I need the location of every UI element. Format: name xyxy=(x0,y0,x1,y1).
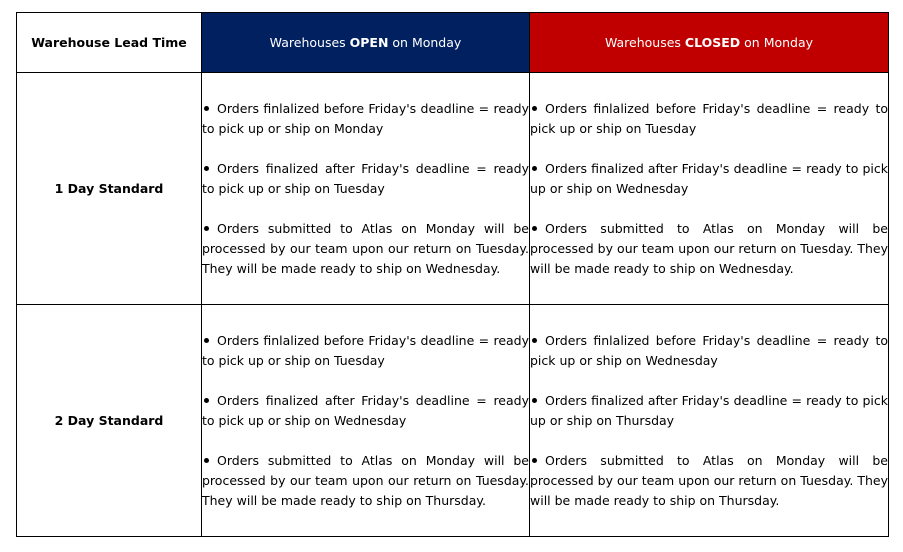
list-item xyxy=(202,391,529,431)
row-label: 2 Day Standard xyxy=(17,305,202,537)
list-item xyxy=(202,451,529,511)
list-item-text: Orders finalized after Friday's deadline = ready to pick up or ship on Thursday xyxy=(530,392,888,428)
bullet-list xyxy=(530,99,888,279)
bullet-icon xyxy=(532,226,537,231)
bullet-icon xyxy=(204,106,209,111)
list-item-text: Orders finalized after Friday's deadline = ready to pick up or ship on Wednesday xyxy=(530,160,888,196)
bullet-icon xyxy=(204,398,209,403)
list-item xyxy=(530,391,888,431)
list-item-text: Orders finalized after Friday's deadline = ready to pick up or ship on Tuesday xyxy=(202,160,529,196)
bullet-icon xyxy=(204,166,209,171)
bullet-icon xyxy=(204,338,209,343)
list-item-text: Orders finlalized before Friday's deadline = ready to pick up or ship on Tuesday xyxy=(530,100,888,136)
bullet-list xyxy=(202,99,529,279)
table-row xyxy=(17,305,889,537)
open-cell xyxy=(202,73,530,305)
list-item-text: Orders finlalized before Friday's deadline = ready to pick up or ship on Tuesday xyxy=(202,332,529,368)
lead-time-table xyxy=(16,12,889,537)
closed-cell xyxy=(530,305,889,537)
bullet-icon xyxy=(532,338,537,343)
header-open-prefix: Warehouses xyxy=(269,35,350,50)
list-item-text: Orders submitted to Atlas on Monday will be processed by our team upon our return on Tuesday. They will be made ready to ship on Thursday. xyxy=(202,452,529,508)
header-closed-prefix: Warehouses xyxy=(604,35,685,50)
closed-cell xyxy=(530,73,889,305)
header-closed-emphasis: CLOSED xyxy=(684,35,741,50)
header-lead-time: Warehouse Lead Time xyxy=(17,13,202,73)
list-item xyxy=(202,219,529,279)
list-item-text: Orders submitted to Atlas on Monday will be processed by our team upon our return on Tuesday. They will be made ready to ship on Wednesday. xyxy=(202,220,529,276)
list-item xyxy=(202,159,529,199)
bullet-icon xyxy=(532,398,537,403)
bullet-list xyxy=(202,331,529,511)
bullet-icon xyxy=(204,226,209,231)
header-open-suffix: on Monday xyxy=(388,35,462,50)
list-item-text: Orders finlalized before Friday's deadline = ready to pick up or ship on Wednesday xyxy=(530,332,888,368)
header-open xyxy=(202,13,530,73)
open-cell xyxy=(202,305,530,537)
bullet-icon xyxy=(532,458,537,463)
bullet-icon xyxy=(532,106,537,111)
list-item-text: Orders finlalized before Friday's deadline = ready to pick up or ship on Monday xyxy=(202,100,529,136)
list-item xyxy=(530,331,888,371)
header-closed xyxy=(530,13,889,73)
list-item xyxy=(530,219,888,279)
list-item xyxy=(530,159,888,199)
bullet-list xyxy=(530,331,888,511)
list-item xyxy=(530,451,888,511)
table-row xyxy=(17,73,889,305)
list-item xyxy=(202,99,529,139)
header-closed-suffix: on Monday xyxy=(740,35,814,50)
header-row xyxy=(17,13,889,73)
list-item-text: Orders submitted to Atlas on Monday will be processed by our team upon our return on Tuesday. They will be made ready to ship on Wednesday. xyxy=(530,220,888,276)
header-open-emphasis: OPEN xyxy=(349,35,389,50)
bullet-icon xyxy=(532,166,537,171)
row-label: 1 Day Standard xyxy=(17,73,202,305)
list-item xyxy=(202,331,529,371)
list-item-text: Orders submitted to Atlas on Monday will be processed by our team upon our return on Tuesday. They will be made ready to ship on Thursday. xyxy=(530,452,888,508)
list-item-text: Orders finalized after Friday's deadline = ready to pick up or ship on Wednesday xyxy=(202,392,529,428)
list-item xyxy=(530,99,888,139)
bullet-icon xyxy=(204,458,209,463)
